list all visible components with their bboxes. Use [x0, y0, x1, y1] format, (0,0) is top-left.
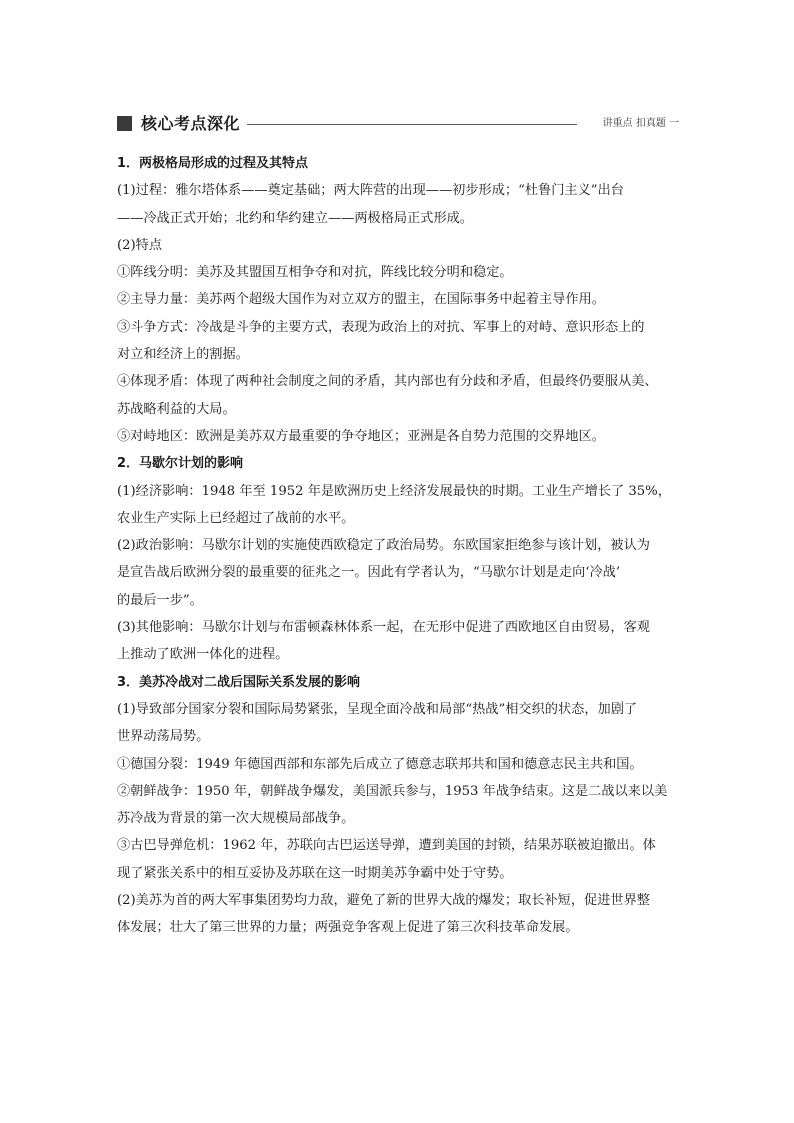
section-title: 核心考点深化 [141, 114, 241, 133]
paragraph-line: 体发展；壮大了第三世界的力量；两强竞争客观上促进了第三次科技革命发展。 [117, 920, 579, 936]
paragraph-line: ②朝鲜战争：1950 年，朝鲜战争爆发，美国派兵参与，1953 年战争结束。这是二战以来以美 [117, 783, 668, 799]
paragraph-line: (1)经济影响：1948 年至 1952 年是欧洲历史上经济发展最快的时期。工业生产增长了 35%， [117, 483, 671, 499]
paragraph-line: (2)政治影响：马歇尔计划的实施使西欧稳定了政治局势。东欧国家拒绝参与该计划，被认为 [117, 538, 650, 554]
heading-formation: 1．两极格局形成的过程及其特点 [117, 156, 309, 171]
paragraph-line: 上推动了欧洲一体化的进程。 [117, 647, 289, 663]
paragraph-line: ——冷战正式开始；北约和华约建立——两极格局正式形成。 [117, 210, 474, 226]
paragraph-line: 苏冷战为背景的第一次大规模局部战争。 [117, 811, 355, 827]
paragraph-line: ⑤对峙地区：欧洲是美苏双方最重要的争夺地区；亚洲是各自势力范围的交界地区。 [117, 428, 605, 444]
paragraph-line: (3)其他影响：马歇尔计划与布雷顿森林体系一起，在无形中促进了西欧地区自由贸易，客观 [117, 620, 650, 636]
paragraph-line: ③斗争方式：冷战是斗争的主要方式，表现为政治上的对抗、军事上的对峙、意识形态上的 [117, 319, 645, 335]
paragraph-line: ②主导力量：美苏两个超级大国作为对立双方的盟主，在国际事务中起着主导作用。 [117, 292, 605, 308]
paragraph-line: (1)导致部分国家分裂和国际局势紧张，呈现全面冷战和局部“热战”相交织的状态，加剧了 [117, 701, 638, 717]
paragraph-line: ③古巴导弹危机：1962 年，苏联向古巴运送导弹，遭到美国的封锁，结果苏联被迫撤出。体 [117, 838, 656, 854]
paragraph-line: 世界动荡局势。 [117, 729, 210, 745]
paragraph-line: ①德国分裂：1949 年德国西部和东部先后成立了德意志联邦共和国和德意志民主共和国。 [117, 756, 643, 772]
heading-cold-war-impact: 3．美苏冷战对二战后国际关系发展的影响 [117, 674, 361, 690]
paragraph-line: ①阵线分明：美苏及其盟国互相争夺和对抗，阵线比较分明和稳定。 [117, 265, 513, 281]
paragraph-line: (2)美苏为首的两大军事集团势均力敌，避免了新的世界大战的爆发；取长补短，促进世界整 [117, 893, 650, 909]
paragraph-line: (2)特点 [117, 237, 163, 253]
heading-marshall-plan: 2．马歇尔计划的影响 [117, 456, 244, 472]
section-tag: 讲重点 扣真题 一 [602, 118, 679, 129]
paragraph-line: 苏战略利益的大局。 [117, 401, 236, 417]
paragraph-line: 是宣告战后欧洲分裂的最重要的征兆之一。因此有学者认为，“马歇尔计划是走向‘冷战’ [117, 565, 621, 581]
paragraph-line: 对立和经济上的割据。 [117, 347, 249, 363]
section-marker-square-icon [117, 116, 132, 131]
paragraph-line: 的最后一步”。 [117, 592, 203, 608]
section-header [117, 113, 679, 135]
paragraph-line: 现了紧张关系中的相互妥协及苏联在这一时期美苏争霸中处于守势。 [117, 865, 513, 881]
header-divider [247, 124, 577, 125]
paragraph-line: (1)过程：雅尔塔体系——奠定基础；两大阵营的出现——初步形成；“杜鲁门主义”出台 [117, 183, 624, 199]
paragraph-line: 农业生产实际上已经超过了战前的水平。 [117, 510, 355, 526]
document-body [117, 150, 679, 942]
paragraph-line: ④体现矛盾：体现了两种社会制度之间的矛盾，其内部也有分歧和矛盾，但最终仍要服从美、 [117, 374, 658, 390]
